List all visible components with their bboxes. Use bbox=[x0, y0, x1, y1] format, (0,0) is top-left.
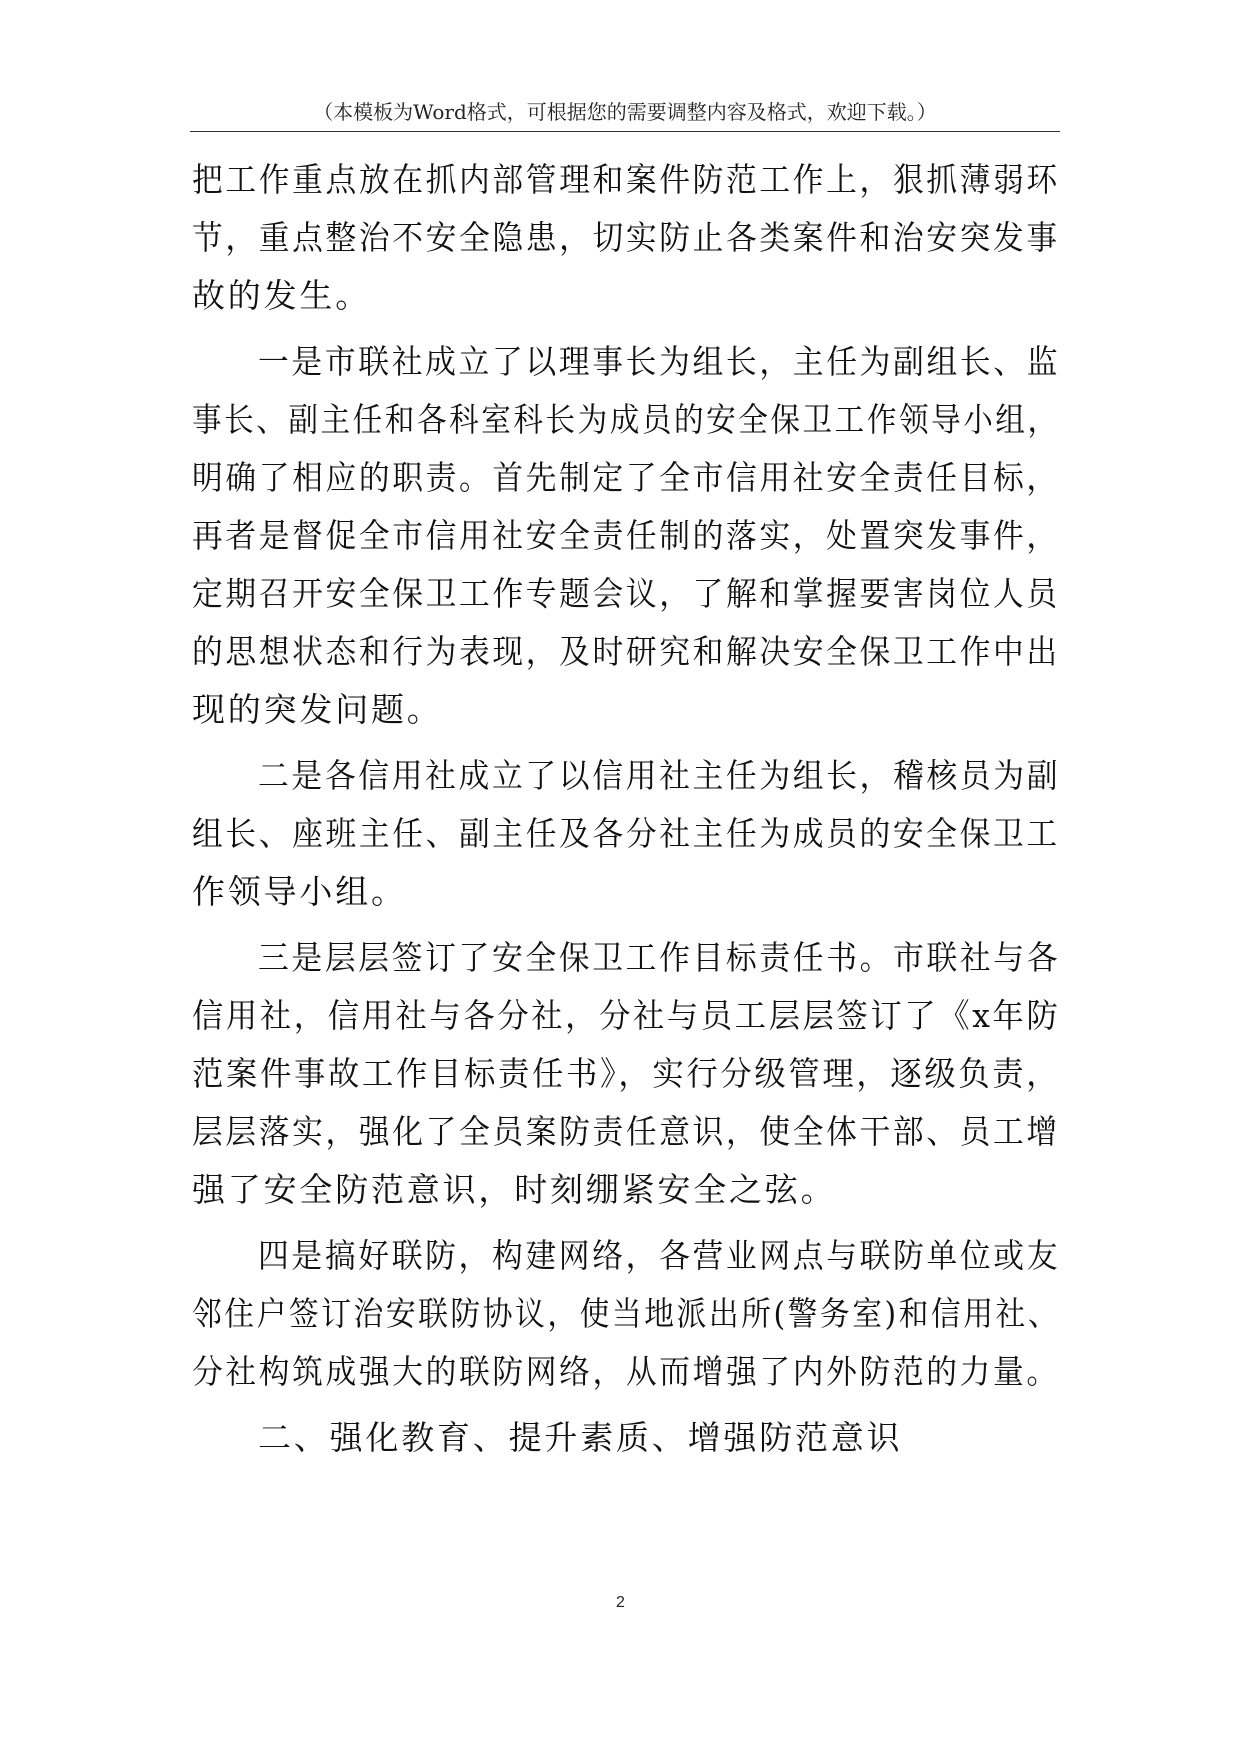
paragraph-start-line: 一是市联社成立了以理事长为组长，主任为副组长、监 bbox=[258, 342, 1061, 381]
page-header bbox=[190, 86, 1060, 132]
body-line: 定期召开安全保卫工作专题会议，了解和掌握要害岗位人员 bbox=[192, 574, 1060, 613]
body-line: 邻住户签订治安联防协议，使当地派出所(警务室)和信用社、 bbox=[192, 1294, 1061, 1333]
body-line: 作领导小组。 bbox=[192, 872, 407, 911]
body-line: 信用社，信用社与各分社，分社与员工层层签订了《x年防 bbox=[192, 996, 1061, 1035]
body-line: 的思想状态和行为表现，及时研究和解决安全保卫工作中出 bbox=[192, 632, 1060, 671]
body-line: 节，重点整治不安全隐患，切实防止各类案件和治安突发事 bbox=[192, 218, 1060, 257]
paragraph-start-line: 二是各信用社成立了以信用社主任为组长，稽核员为副 bbox=[258, 756, 1061, 795]
paragraph-start-line: 四是搞好联防，构建网络，各营业网点与联防单位或友 bbox=[258, 1236, 1061, 1275]
body-line: 明确了相应的职责。首先制定了全市信用社安全责任目标， bbox=[192, 458, 1060, 497]
paragraph-start-line: 三是层层签订了安全保卫工作目标责任书。市联社与各 bbox=[258, 938, 1061, 977]
page-number: 2 bbox=[616, 1594, 625, 1611]
body-line: 组长、座班主任、副主任及各分社主任为成员的安全保卫工 bbox=[192, 814, 1060, 853]
body-line: 分社构筑成强大的联防网络，从而增强了内外防范的力量。 bbox=[192, 1352, 1060, 1391]
body-line: 故的发生。 bbox=[192, 276, 371, 315]
body-line: 范案件事故工作目标责任书》，实行分级管理，逐级负责， bbox=[192, 1054, 1061, 1093]
body-line: 事长、副主任和各科室科长为成员的安全保卫工作领导小组， bbox=[192, 400, 1060, 439]
body-line: 把工作重点放在抓内部管理和案件防范工作上，狠抓薄弱环 bbox=[192, 160, 1060, 199]
section-heading: 二、强化教育、提升素质、增强防范意识 bbox=[258, 1418, 903, 1457]
body-line: 再者是督促全市信用社安全责任制的落实，处置突发事件， bbox=[192, 516, 1060, 555]
body-line: 强了安全防范意识，时刻绷紧安全之弦。 bbox=[192, 1170, 837, 1209]
body-line: 现的突发问题。 bbox=[192, 690, 443, 729]
template-notice: （本模板为Word格式，可根据您的需要调整内容及格式，欢迎下载。） bbox=[313, 100, 937, 124]
body-line: 层层落实，强化了全员案防责任意识，使全体干部、员工增 bbox=[192, 1112, 1060, 1151]
